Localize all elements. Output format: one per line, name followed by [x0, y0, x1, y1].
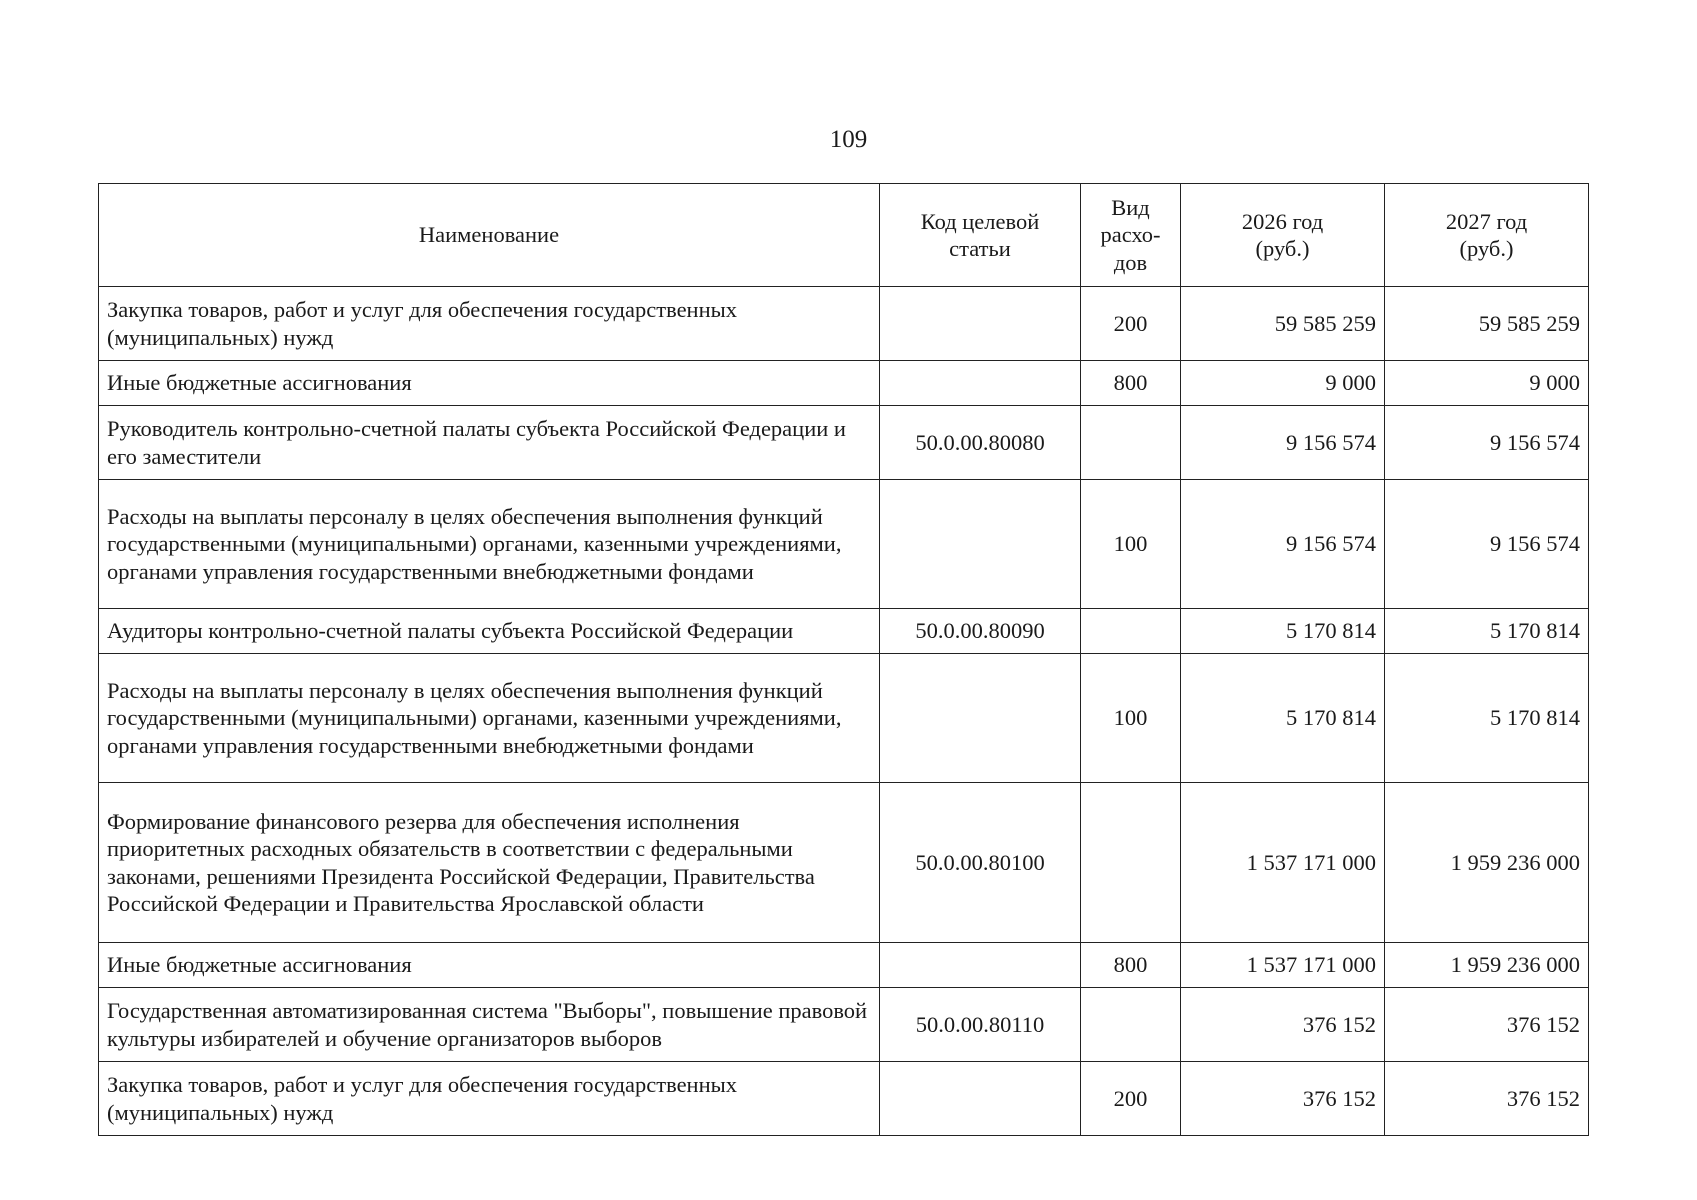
header-2027: 2027 год (руб.)	[1385, 184, 1589, 287]
row-code: 50.0.00.80080	[880, 406, 1081, 480]
table-row	[99, 943, 1589, 988]
row-name: Закупка товаров, работ и услуг для обеспечения государственных (муниципальных) нужд	[99, 1062, 880, 1136]
row-name: Расходы на выплаты персоналу в целях обеспечения выполнения функций государственными (муниципальными) органами, казенными учреждениями, органами управления государственными внебюджетными фондами	[99, 654, 880, 783]
row-name: Руководитель контрольно-счетной палаты субъекта Российской Федерации и его заместители	[99, 406, 880, 480]
row-2027: 9 156 574	[1385, 480, 1589, 609]
header-code: Код целевой статьи	[880, 184, 1081, 287]
row-2026: 1 537 171 000	[1181, 783, 1385, 943]
header-name: Наименование	[99, 184, 880, 287]
row-2027: 59 585 259	[1385, 287, 1589, 361]
table-row	[99, 1062, 1589, 1136]
row-2027: 1 959 236 000	[1385, 943, 1589, 988]
row-name: Расходы на выплаты персоналу в целях обеспечения выполнения функций государственными (муниципальными) органами, казенными учреждениями, органами управления государственными внебюджетными фондами	[99, 480, 880, 609]
table-row	[99, 988, 1589, 1062]
row-kind: 800	[1081, 943, 1181, 988]
row-code	[880, 943, 1081, 988]
row-kind: 800	[1081, 361, 1181, 406]
row-2026: 9 000	[1181, 361, 1385, 406]
row-2026: 376 152	[1181, 988, 1385, 1062]
header-kind: Вид расхо- дов	[1081, 184, 1181, 287]
row-2027: 5 170 814	[1385, 609, 1589, 654]
row-code: 50.0.00.80100	[880, 783, 1081, 943]
row-2027: 9 000	[1385, 361, 1589, 406]
row-kind: 100	[1081, 480, 1181, 609]
row-name: Иные бюджетные ассигнования	[99, 361, 880, 406]
row-2026: 9 156 574	[1181, 480, 1385, 609]
row-2027: 9 156 574	[1385, 406, 1589, 480]
row-name: Иные бюджетные ассигнования	[99, 943, 880, 988]
table-row	[99, 783, 1589, 943]
row-code: 50.0.00.80110	[880, 988, 1081, 1062]
row-code: 50.0.00.80090	[880, 609, 1081, 654]
row-2027: 1 959 236 000	[1385, 783, 1589, 943]
table-row	[99, 406, 1589, 480]
row-kind	[1081, 609, 1181, 654]
row-2026: 59 585 259	[1181, 287, 1385, 361]
row-2026: 376 152	[1181, 1062, 1385, 1136]
row-code	[880, 1062, 1081, 1136]
row-code	[880, 480, 1081, 609]
row-kind	[1081, 783, 1181, 943]
row-2027: 5 170 814	[1385, 654, 1589, 783]
table-row	[99, 287, 1589, 361]
row-code	[880, 654, 1081, 783]
row-2026: 5 170 814	[1181, 654, 1385, 783]
row-kind	[1081, 988, 1181, 1062]
row-name: Аудиторы контрольно-счетной палаты субъекта Российской Федерации	[99, 609, 880, 654]
budget-table	[98, 183, 1589, 1136]
row-2026: 1 537 171 000	[1181, 943, 1385, 988]
row-2027: 376 152	[1385, 988, 1589, 1062]
row-code	[880, 361, 1081, 406]
table-row	[99, 361, 1589, 406]
row-name: Государственная автоматизированная система "Выборы", повышение правовой культуры избирателей и обучение организаторов выборов	[99, 988, 880, 1062]
page-number: 109	[829, 126, 868, 153]
row-kind	[1081, 406, 1181, 480]
row-code	[880, 287, 1081, 361]
row-2026: 5 170 814	[1181, 609, 1385, 654]
table-row	[99, 609, 1589, 654]
row-kind: 200	[1081, 287, 1181, 361]
table-row	[99, 480, 1589, 609]
row-kind: 200	[1081, 1062, 1181, 1136]
row-2027: 376 152	[1385, 1062, 1589, 1136]
header-2026: 2026 год (руб.)	[1181, 184, 1385, 287]
row-2026: 9 156 574	[1181, 406, 1385, 480]
row-name: Формирование финансового резерва для обеспечения исполнения приоритетных расходных обязательств в соответствии с федеральными законами, решениями Президента Российской Федерации, Правительства Российской Федерации и Правительства Ярославской области	[99, 783, 880, 943]
table-row	[99, 654, 1589, 783]
row-kind: 100	[1081, 654, 1181, 783]
row-name: Закупка товаров, работ и услуг для обеспечения государственных (муниципальных) нужд	[99, 287, 880, 361]
table-header-row	[99, 184, 1589, 287]
